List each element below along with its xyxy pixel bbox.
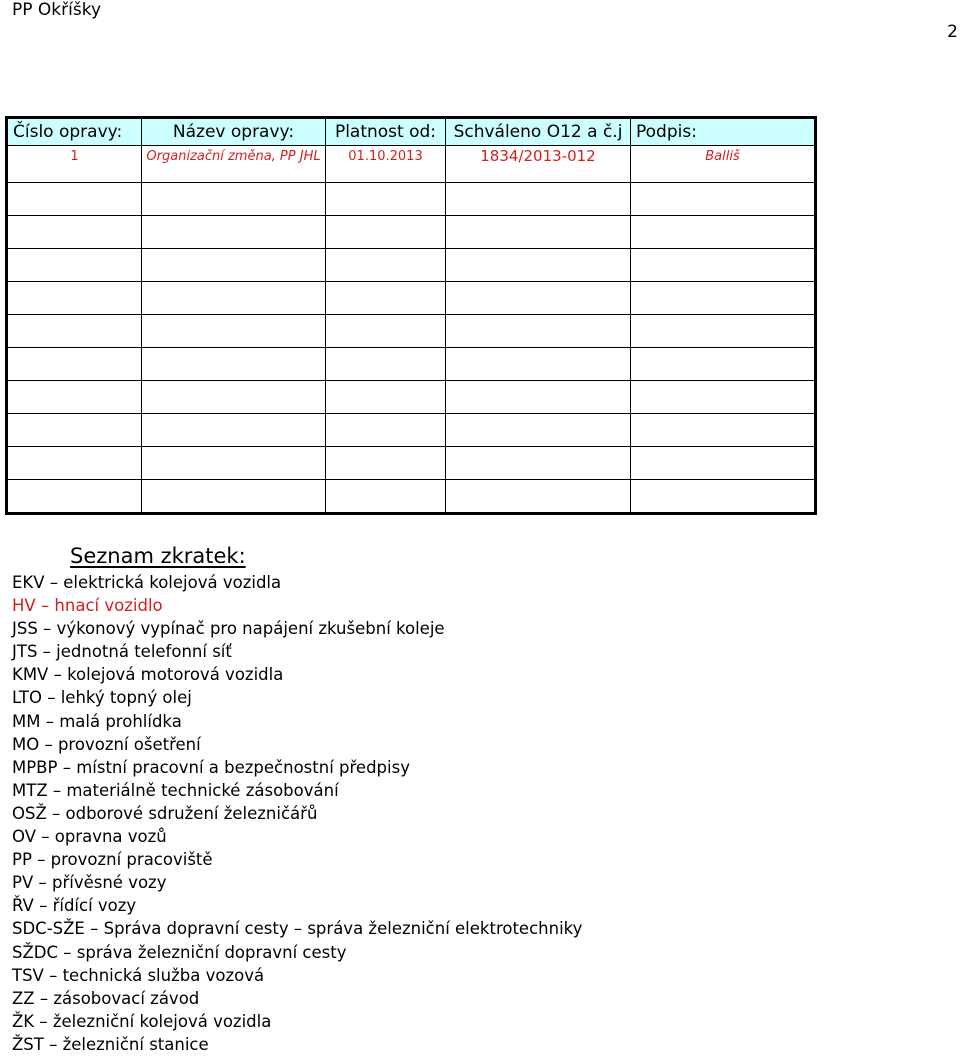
list-item: OSŽ – odborové sdružení železničářů (12, 803, 318, 823)
table-row-empty (7, 183, 816, 216)
table-cell-empty (631, 249, 816, 282)
table-cell-empty (142, 249, 326, 282)
table-cell-empty (631, 183, 816, 216)
table-cell-empty (631, 282, 816, 315)
table-row (7, 146, 816, 183)
table-row-empty (7, 348, 816, 381)
table-row-empty (7, 447, 816, 480)
list-item: SŽDC – správa železniční dopravní cesty (12, 942, 347, 962)
page-number: 2 (947, 22, 958, 42)
list-item: PP – provozní pracoviště (12, 850, 213, 870)
table-row-empty (7, 414, 816, 447)
list-item: ŽST – železniční stanice (12, 1034, 209, 1054)
list-item: ŘV – řídící vozy (12, 896, 137, 916)
table-cell-empty (142, 348, 326, 381)
table-cell-empty (7, 249, 142, 282)
list-item: MM – malá prohlídka (12, 711, 182, 731)
list-item: SDC-SŽE – Správa dopravní cesty – správa železniční elektrotechniky (12, 919, 583, 939)
table-cell-empty (7, 414, 142, 447)
list-item: KMV – kolejová motorová vozidla (12, 665, 284, 685)
table-cell-empty (326, 282, 446, 315)
revision-approved: 1834/2013-012 (446, 146, 631, 183)
revision-table (5, 116, 817, 515)
list-item: ZZ – zásobovací závod (12, 988, 200, 1008)
table-row-empty (7, 216, 816, 249)
table-cell-empty (446, 414, 631, 447)
table-cell-empty (326, 249, 446, 282)
table-cell-empty (7, 447, 142, 480)
table-cell-empty (7, 348, 142, 381)
column-header-approved: Schváleno O12 a č.j (446, 118, 631, 146)
document-title: PP Okříšky (12, 0, 102, 20)
table-cell-empty (631, 480, 816, 514)
column-header-valid-from: Platnost od: (326, 118, 446, 146)
table-cell-empty (326, 447, 446, 480)
table-cell-empty (142, 183, 326, 216)
list-item: JTS – jednotná telefonní síť (12, 642, 232, 662)
table-cell-empty (326, 216, 446, 249)
list-item: OV – opravna vozů (12, 827, 167, 847)
table-cell-empty (326, 480, 446, 514)
table-cell-empty (7, 282, 142, 315)
table-cell-empty (631, 216, 816, 249)
table-cell-empty (446, 480, 631, 514)
revision-valid-from: 01.10.2013 (326, 146, 446, 183)
table-cell-empty (446, 381, 631, 414)
table-row-empty (7, 282, 816, 315)
table-cell-empty (446, 183, 631, 216)
column-header-number: Číslo opravy: (7, 118, 142, 146)
table-cell-empty (446, 348, 631, 381)
table-cell-empty (326, 183, 446, 216)
table-cell-empty (142, 381, 326, 414)
list-item: JSS – výkonový vypínač pro napájení zkušební koleje (12, 619, 445, 639)
table-cell-empty (7, 381, 142, 414)
list-item: TSV – technická služba vozová (12, 965, 265, 985)
abbreviations-list (12, 571, 582, 1056)
table-cell-empty (142, 447, 326, 480)
table-cell-empty (631, 381, 816, 414)
revision-table-header (7, 118, 816, 146)
table-cell-empty (446, 315, 631, 348)
list-item: EKV – elektrická kolejová vozidla (12, 573, 282, 592)
revision-name: Organizační změna, PP JHL (142, 146, 326, 183)
list-item: LTO – lehký topný olej (12, 688, 192, 708)
table-cell-empty (446, 447, 631, 480)
table-cell-empty (446, 282, 631, 315)
table-cell-empty (631, 414, 816, 447)
table-cell-empty (7, 183, 142, 216)
table-cell-empty (326, 348, 446, 381)
table-cell-empty (7, 480, 142, 514)
table-cell-empty (142, 480, 326, 514)
list-item: MO – provozní ošetření (12, 734, 201, 754)
table-cell-empty (631, 315, 816, 348)
list-item: HV – hnací vozidlo (12, 596, 163, 616)
table-cell-empty (7, 315, 142, 348)
table-cell-empty (142, 216, 326, 249)
list-item: PV – přívěsné vozy (12, 873, 167, 893)
list-item: MTZ – materiálně technické zásobování (12, 780, 339, 800)
table-cell-empty (142, 315, 326, 348)
table-cell-empty (326, 414, 446, 447)
table-cell-empty (326, 315, 446, 348)
column-header-signature: Podpis: (631, 118, 816, 146)
revision-signature: Balliš (631, 146, 816, 183)
table-cell-empty (7, 216, 142, 249)
column-header-name: Název opravy: (142, 118, 326, 146)
table-cell-empty (446, 249, 631, 282)
table-cell-empty (631, 447, 816, 480)
table-cell-empty (631, 348, 816, 381)
revision-number: 1 (7, 146, 142, 183)
table-cell-empty (142, 414, 326, 447)
table-cell-empty (446, 216, 631, 249)
table-row-empty (7, 381, 816, 414)
table-row-empty (7, 480, 816, 514)
table-row-empty (7, 249, 816, 282)
table-row-empty (7, 315, 816, 348)
list-item: MPBP – místní pracovní a bezpečnostní předpisy (12, 757, 410, 777)
table-cell-empty (326, 381, 446, 414)
abbreviations-heading: Seznam zkratek: (70, 544, 246, 568)
list-item: ŽK – železniční kolejová vozidla (12, 1011, 272, 1031)
table-cell-empty (142, 282, 326, 315)
